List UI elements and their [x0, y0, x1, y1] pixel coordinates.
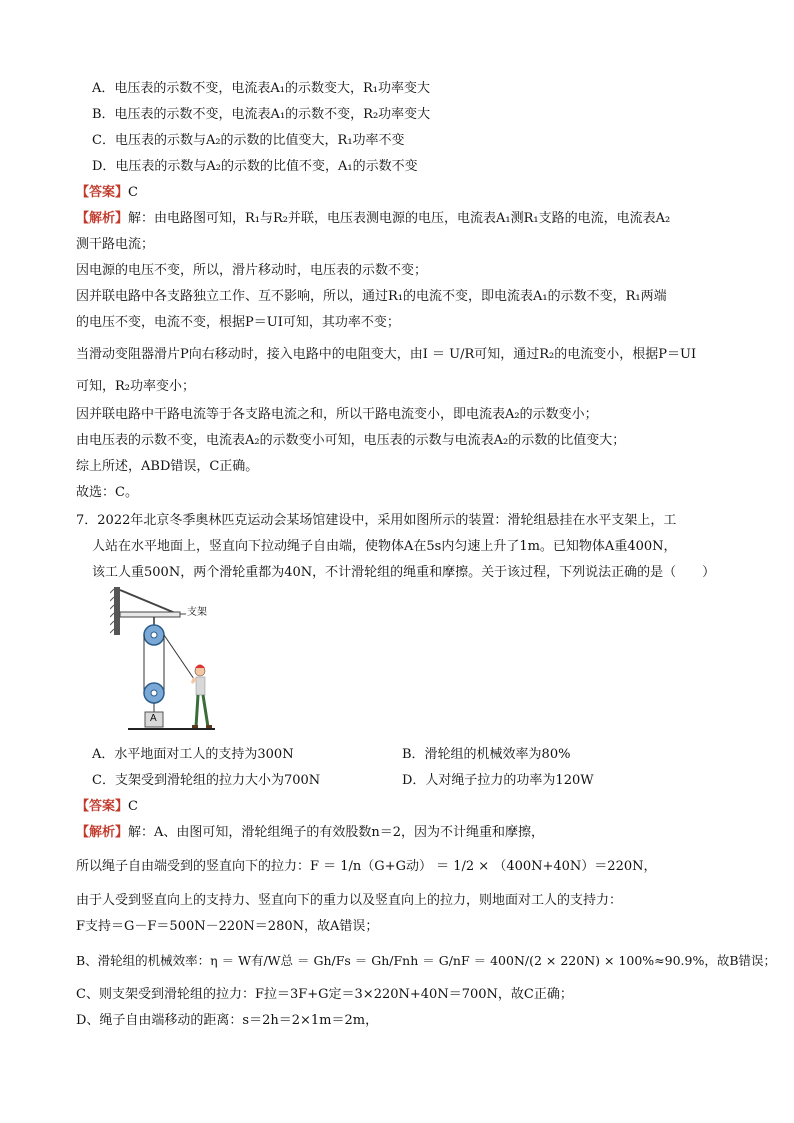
q6-option-a: A．电压表的示数不变，电流表A₁的示数变大，R₁功率变大 [92, 81, 430, 96]
q7-analysis-6: C、则支架受到滑轮组的拉力：F拉＝3F+G定＝3×220N+40N＝700N，故C正确； [76, 987, 573, 1002]
q7-analysis-7: D、绳子自由端移动的距离：s＝2h＝2×1m＝2m， [76, 1013, 379, 1028]
block-label: A [150, 713, 157, 724]
q7-stem-1: 7．2022年北京冬季奥林匹克运动会某场馆建设中，采用如图所示的装置：滑轮组悬挂在水平支架上，工 [76, 513, 677, 528]
q6-analysis-10: 综上所述，ABD错误，C正确。 [76, 459, 259, 474]
q6-analysis-7: 可知，R₂功率变小； [76, 379, 195, 394]
wall [114, 587, 120, 635]
q6-analysis-2: 测干路电流； [76, 237, 155, 252]
q6-analysis-9: 由电压表的示数不变，电流表A₂的示数变小可知，电压表的示数与电流表A₂的示数的比值变大； [76, 433, 626, 448]
q7-stem-3: 该工人重500N，两个滑轮重都为40N，不计滑轮组的绳重和摩擦。关于该过程，下列说法正确的是（ ） [92, 565, 716, 580]
q7-option-d: D．人对绳子拉力的功率为120W [402, 773, 594, 788]
q7-analysis-4: F支持＝G－F＝500N－220N＝280N，故A错误； [76, 919, 379, 934]
pulley-figure [110, 585, 240, 735]
q7-option-a: A．水平地面对工人的支持为300N [92, 747, 294, 762]
answer-tag: 【答案】 [76, 185, 129, 200]
q6-analysis-5: 的电压不变，电流不变，根据P＝UI可知，其功率不变； [76, 315, 400, 330]
answer-value: C [128, 185, 138, 200]
analysis-tag: 【解析】 [76, 825, 129, 840]
q7-analysis-2: 所以绳子自由端受到的竖直向下的拉力：F ＝ 1/n（G+G动） ＝ 1/2 × （400N+40N）＝220N， [76, 859, 657, 874]
q7-options-row-2 [92, 772, 732, 790]
bracket-bar [120, 612, 180, 617]
q6-analysis-3: 因电源的电压不变，所以，滑片移动时，电压表的示数不变； [76, 263, 428, 278]
analysis-tag: 【解析】 [76, 211, 129, 226]
q7-option-c: C．支架受到滑轮组的拉力大小为700N [92, 773, 321, 788]
answer-value: C [128, 799, 138, 814]
pulley-diagram [110, 585, 240, 735]
answer-tag: 【答案】 [76, 799, 129, 814]
q7-analysis-3: 由于人受到竖直向上的支持力、竖直向下的重力以及竖直向上的拉力，则地面对工人的支持力： [76, 893, 623, 908]
q7-options-row-1 [92, 746, 732, 764]
q7-answer [76, 798, 138, 816]
q6-analysis-6: 当滑动变阻器滑片P向右移动时，接入电路中的电阻变大，由I ＝ U/R可知，通过R₂的电流变小，根据P＝UI [76, 347, 697, 362]
q7-option-b: B．滑轮组的机械效率为80% [402, 747, 571, 762]
worker-figure [192, 665, 212, 729]
bracket-label: 支架 [187, 607, 207, 618]
strut [120, 590, 180, 615]
q6-option-d: D．电压表的示数与A₂的示数的比值不变，A₁的示数不变 [92, 159, 418, 174]
q6-analysis-11: 故选：C。 [76, 485, 138, 500]
q7-analysis-1: 【解析】解：A、由图可知，滑轮组绳子的有效股数n＝2，因为不计绳重和摩擦， [76, 825, 545, 840]
q6-analysis-4: 因并联电路中各支路独立工作、互不影响，所以，通过R₁的电流不变，即电流表A₁的示数不变，R₁两端 [76, 289, 667, 304]
q7-stem-2: 人站在水平地面上，竖直向下拉动绳子自由端，使物体A在5s内匀速上升了1m。已知物体A重400N， [92, 539, 677, 554]
q6-option-b: B．电压表的示数不变，电流表A₁的示数不变，R₂功率变大 [92, 107, 431, 122]
q6-analysis-8: 因并联电路中干路电流等于各支路电流之和，所以干路电流变小，即电流表A₂的示数变小； [76, 407, 598, 422]
q6-analysis-1: 【解析】解：由电路图可知，R₁与R₂并联，电压表测电源的电压，电流表A₁测R₁支路的电流，电流表A₂ [76, 211, 671, 226]
q6-option-c: C．电压表的示数与A₂的示数的比值变大，R₁功率不变 [92, 133, 405, 148]
q6-answer [76, 184, 138, 202]
q7-analysis-5: B、滑轮组的机械效率：η ＝ W有/W总 ＝ Gh/Fs ＝ Gh/Fnh ＝ G/nF ＝ 400N/(2 × 220N) × 100%≈90.9%，故B错误； [76, 953, 777, 968]
